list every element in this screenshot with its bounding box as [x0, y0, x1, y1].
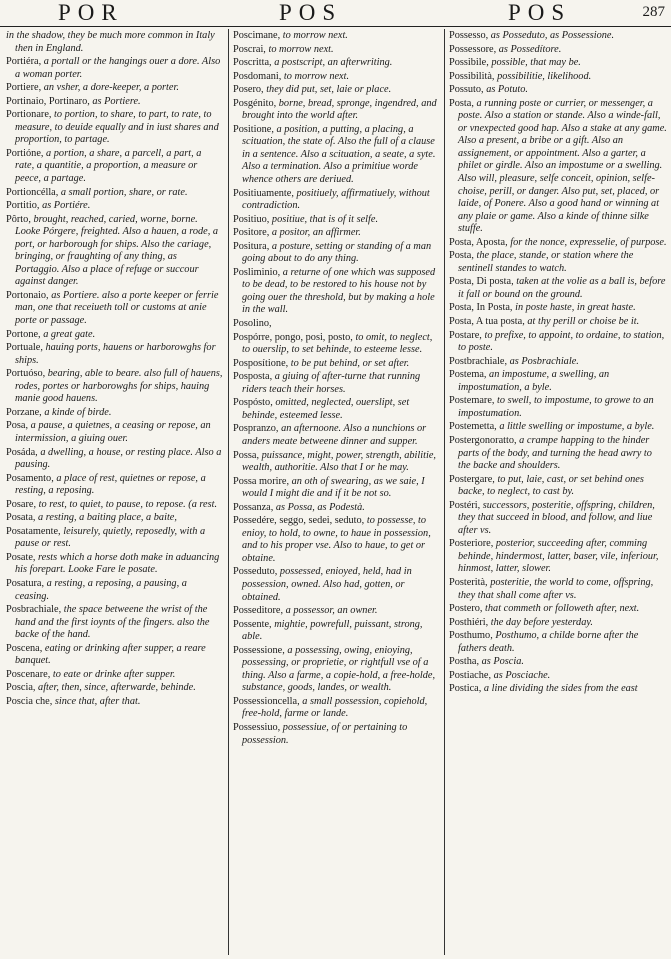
dictionary-entry	[449, 330, 667, 355]
entry-headword: Posáda,	[6, 446, 38, 458]
dictionary-entry	[233, 98, 440, 123]
entry-headword: Posposítione,	[233, 357, 289, 369]
entry-headword: Portiéra,	[6, 56, 42, 68]
entry-headword: Posta,	[449, 97, 474, 109]
dictionary-entry	[6, 109, 223, 147]
dictionary-entry	[449, 30, 667, 43]
entry-headword: Posthumo,	[449, 630, 493, 642]
entry-definition: a posture, setting or standing of a man going about to do any thing.	[242, 240, 432, 265]
entry-headword: Positiuamente,	[233, 187, 294, 199]
entry-definition: a portion, a share, a parcell, a part, a rate, a quantitie, a proportion, a measure or peece, a partage.	[15, 147, 202, 185]
entry-headword: Possessioncella,	[233, 695, 300, 707]
entry-headword: Possanza,	[233, 501, 274, 513]
entry-headword: Poscrai,	[233, 43, 266, 55]
dictionary-entry	[449, 630, 667, 655]
entry-definition: as Portiére.	[42, 200, 91, 212]
column-left	[6, 30, 223, 955]
entry-headword: Posta,	[449, 250, 474, 262]
entry-definition: the place, stande, or station where the sentinell standes to watch.	[458, 250, 634, 274]
dictionary-entry	[233, 71, 440, 84]
dictionary-entry	[449, 316, 667, 329]
dictionary-entry	[233, 722, 440, 747]
entry-definition: at thy perill or choise be it.	[527, 316, 640, 328]
entry-headword: Posatamente,	[6, 525, 61, 537]
entry-definition: the day before yesterday.	[490, 616, 593, 628]
entry-headword: Possibile,	[449, 57, 489, 69]
entry-definition: in the shadow, they be much more common in Italy then in England.	[6, 30, 215, 54]
dictionary-entry	[449, 435, 667, 473]
entry-headword: Portuóso,	[6, 368, 46, 380]
dictionary-entry	[6, 407, 223, 420]
dictionary-entry	[449, 57, 667, 70]
entry-definition: a resting, a reposing, a pausing, a ceasing.	[15, 577, 187, 602]
entry-definition: eating or drinking after supper, a reare banquet.	[15, 642, 206, 667]
entry-headword: Posate,	[6, 551, 36, 563]
entry-headword: Portitio,	[6, 200, 40, 212]
entry-headword: Positura,	[233, 240, 270, 252]
entry-headword: Posa,	[6, 420, 29, 432]
entry-definition: as Posbrachiale.	[509, 355, 579, 367]
entry-headword: Posero,	[233, 84, 264, 96]
dictionary-entry	[233, 332, 440, 357]
dictionary-entry	[449, 421, 667, 434]
entry-headword: Posata,	[6, 512, 36, 524]
entry-definition: a pause, a quietnes, a ceasing or repose, an intermission, a giuing ouer.	[15, 420, 211, 444]
dictionary-entry	[449, 98, 667, 236]
entry-definition: a crampe happing to the hinder parts of the body, and turning the head awry to the backe and shoulders.	[458, 434, 652, 472]
entry-definition: bearing, able to beare. also full of hauens, rodes, portes or harborowghs for ships, hauing manie good hauens.	[15, 368, 223, 405]
entry-headword: Postergonoratto,	[449, 434, 517, 446]
entry-definition: the space betweene the wrist of the hand and the first ioynts of the fingers. also the backe of the hand.	[15, 604, 210, 641]
entry-headword: Pospórre, pongo, posi, posto,	[233, 331, 353, 343]
entry-definition: as Potuto.	[486, 84, 528, 96]
dictionary-entry	[6, 643, 223, 668]
entry-headword: Portióne,	[6, 147, 44, 159]
dictionary-entry	[233, 450, 440, 475]
entry-definition: a kinde of birde.	[44, 406, 112, 418]
entry-headword: Posteriore,	[449, 538, 494, 550]
entry-definition: they did put, set, laie or place.	[266, 84, 392, 96]
dictionary-entry	[449, 356, 667, 369]
entry-definition: taken at the volie as a ball is, before it fall or bound on the ground.	[458, 276, 666, 300]
dictionary-entry	[6, 82, 223, 95]
column-rule	[444, 29, 445, 955]
header-center-word: POS	[279, 0, 343, 25]
dictionary-entry	[233, 696, 440, 721]
entry-headword: Posdomani,	[233, 70, 282, 82]
entry-headword: Pospósto,	[233, 397, 273, 409]
entry-headword: Portionare,	[6, 109, 52, 121]
entry-headword: Possa morire,	[233, 475, 290, 487]
entry-definition: to morrow next.	[268, 43, 334, 55]
dictionary-entry	[6, 368, 223, 406]
entry-headword: Pôrto,	[6, 213, 31, 225]
dictionary-entry	[449, 603, 667, 616]
dictionary-entry	[6, 512, 223, 525]
dictionary-entry	[233, 423, 440, 448]
entry-headword: Postéri,	[449, 499, 481, 511]
dictionary-entry	[449, 276, 667, 301]
dictionary-entry	[449, 577, 667, 602]
entry-definition: a returne of one which was supposed to be dead, to be restored to his house not by going ouer the threshold, but by making a hole in the wall.	[242, 266, 436, 316]
entry-headword: Positione,	[233, 123, 274, 135]
entry-definition: to omit, to neglect, to ouerslip, to set behinde, to esteeme lesse.	[242, 331, 433, 356]
entry-headword: Possesso,	[449, 30, 489, 41]
dictionary-entry	[6, 329, 223, 342]
entry-definition: as Portiere. also a porte keeper or ferrie man, one that receiueth toll or customs at anie porte or passage.	[15, 289, 219, 327]
entry-definition: as Possedítore.	[498, 43, 562, 55]
entry-headword: Possedére, seggo, sedei, seduto,	[233, 515, 365, 527]
dictionary-entry	[233, 267, 440, 317]
entry-headword: Postergare,	[449, 473, 495, 485]
entry-headword: Posgénito,	[233, 97, 277, 109]
entry-headword: Poscimane,	[233, 30, 281, 41]
entry-headword: Positore,	[233, 227, 270, 239]
dictionary-entry	[6, 696, 223, 709]
entry-definition: brought, reached, caried, worne, borne. Looke Pórgere, freighted. Also a hauen, a rode, a port, or harborough for ships. Also the cariage, bringing, or fraughting of any thing, as Portaggio. Also a place of refuge or succour against danger.	[15, 213, 219, 288]
entry-headword: Possibilità,	[449, 70, 495, 82]
entry-headword: Posta, A tua posta,	[449, 316, 525, 328]
entry-headword: Possessiuo,	[233, 721, 281, 733]
dictionary-entry	[449, 395, 667, 420]
entry-definition: leisurely, quietly, reposedly, with a pause or rest.	[15, 525, 206, 550]
entry-definition: a place of rest, quietnes or repose, a resting, a reposing.	[15, 472, 206, 497]
entry-headword: Posatura,	[6, 577, 45, 589]
entry-definition: to put, laie, cast, or set behind ones backe, to neglect, to cast by.	[458, 473, 644, 498]
entry-definition: a great gate.	[43, 328, 96, 340]
dictionary-entry	[233, 44, 440, 57]
entry-headword: Porzane,	[6, 406, 42, 418]
dictionary-entry	[233, 214, 440, 227]
dictionary-entry	[6, 669, 223, 682]
entry-headword: Posbrachiale,	[6, 604, 62, 616]
entry-headword: Posthiéri,	[449, 616, 489, 628]
entry-definition: borne, bread, spronge, ingendred, and brought into the world after.	[242, 97, 437, 122]
entry-headword: Postica,	[449, 683, 482, 695]
entry-headword: Postero,	[449, 603, 483, 615]
entry-headword: Posta, Di posta,	[449, 276, 514, 288]
entry-definition: a positor, an affirmer.	[271, 227, 361, 239]
entry-definition: an vsher, a dore-keeper, a porter.	[43, 82, 179, 94]
dictionary-entry	[449, 302, 667, 315]
dictionary-entry	[233, 227, 440, 240]
entry-headword: Positiuo,	[233, 213, 270, 225]
entry-definition: a running poste or currier, or messenger, a poste. Also a station or stande. Also a winde-fall, or vnexpected good hap. Also a stake at any game. Also a present, a bribe or a gift. Also an assignement, or appointment. Also a garter, a philet or girdle. Also an impostume or a swelling. Also will, pleasure, selfe conceit, opinion, selfe-choise, perill, or danger. Also put, set, placed, or laide, of Ponere. Also a good hand or winning at any plaie or game. Also a kinde of thinne silke stuffe.	[458, 97, 667, 235]
entry-definition: to portion, to share, to part, to rate, to measure, to deuide equally and in iust shares and proportion, to partage.	[15, 109, 219, 146]
entry-definition: a small portion, share, or rate.	[60, 186, 188, 198]
entry-definition: as Posseduto, as Possessione.	[490, 30, 615, 41]
entry-headword: Posta, Aposta,	[449, 236, 508, 248]
dictionary-entry	[6, 499, 223, 512]
dictionary-entry	[449, 538, 667, 576]
dictionary-entry	[233, 30, 440, 43]
entry-headword: Postemetta,	[449, 421, 497, 433]
entry-definition: to possesse, to enioy, to hold, to owne, to haue in possession, and to his proper vse. Also to haue, to get or obtaine.	[242, 515, 431, 564]
dictionary-entry	[233, 371, 440, 396]
entry-definition: to prefixe, to appoint, to ordaine, to station, to poste.	[458, 329, 665, 354]
entry-definition: possible, that may be.	[491, 57, 581, 69]
entry-definition: a possessor, an owner.	[285, 605, 378, 617]
dictionary-entry	[233, 124, 440, 187]
entry-definition: Posthumo, a childe borne after the fathers death.	[458, 630, 639, 654]
entry-headword: Portone,	[6, 328, 41, 340]
entry-headword: Posliminio,	[233, 266, 281, 278]
entry-definition: an afternoone. Also a nunchions or anders meate betweene dinner and supper.	[242, 423, 427, 447]
entry-definition: after, then, since, afterwarde, behinde.	[38, 682, 196, 694]
entry-headword: Posolino,	[233, 318, 272, 330]
entry-headword: Portonaio,	[6, 289, 49, 301]
entry-headword: Postiache,	[449, 669, 492, 681]
entry-headword: Posamento,	[6, 472, 54, 484]
dictionary-entry	[6, 473, 223, 498]
entry-headword: Posterità,	[449, 576, 488, 588]
dictionary-entry	[6, 290, 223, 328]
header-left-word: POR	[58, 0, 124, 25]
entry-headword: Posposta,	[233, 371, 273, 383]
entry-headword: Posta, In Posta,	[449, 302, 513, 314]
entry-headword: Postare,	[449, 329, 482, 341]
dictionary-entry	[449, 656, 667, 669]
entry-definition: puissance, might, power, strength, abilitie, wealth, authoritie. Also that I or he may.	[242, 449, 436, 474]
entry-definition: as Posciache.	[493, 669, 551, 681]
entry-headword: Postha,	[449, 656, 480, 668]
entry-definition: a dwelling, a house, or resting place. Also a pausing.	[15, 446, 222, 471]
entry-definition: hauing ports, hauens or harborowghs for ships.	[15, 342, 216, 366]
dictionary-entry	[449, 84, 667, 97]
column-rule	[228, 29, 229, 955]
entry-definition: as Portiere.	[92, 95, 141, 107]
dictionary-entry	[233, 358, 440, 371]
entry-definition: a postscript, an afterwriting.	[274, 57, 393, 69]
dictionary-entry	[449, 369, 667, 394]
dictionary-entry	[233, 188, 440, 213]
entry-definition: omitted, neglected, ouerslipt, set behinde, esteemed lesse.	[242, 397, 410, 421]
entry-definition: positiuely, affirmatiuely, without contradiction.	[242, 187, 430, 212]
entry-definition: to swell, to impostume, to growe to an impostumation.	[458, 395, 654, 419]
entry-headword: Poscia,	[6, 682, 36, 694]
entry-definition: posterior, succeeding after, comming behinde, hindermost, latter, baser, vile, inferiour, hinmost, latter, slower.	[458, 538, 659, 575]
column-right	[449, 30, 667, 955]
dictionary-entry	[6, 578, 223, 603]
entry-headword: Possessione,	[233, 644, 285, 656]
entry-definition: that commeth or followeth after, next.	[485, 603, 640, 615]
dictionary-entry	[6, 526, 223, 551]
entry-headword: Poscia che,	[6, 695, 53, 707]
entry-definition: to eate or drinke after supper.	[52, 668, 176, 680]
dictionary-entry	[6, 30, 223, 55]
entry-headword: Posseduto,	[233, 566, 278, 578]
dictionary-entry	[449, 71, 667, 84]
entry-headword: Portiere,	[6, 82, 42, 94]
entry-headword: Possa,	[233, 449, 260, 461]
dictionary-entry	[6, 56, 223, 81]
dictionary-entry	[233, 241, 440, 266]
dictionary-entry	[233, 397, 440, 422]
dictionary-entry	[233, 476, 440, 501]
entry-definition: a possessing, owing, enioying, possessing, or proprietie, or rightfull vse of a thing. Also a farme, a copie-hold, a free-holde, substance, goods, landes, or wealth.	[242, 644, 436, 694]
entry-definition: a line dividing the sides from the east	[483, 683, 638, 695]
dictionary-entry	[449, 670, 667, 683]
dictionary-entry	[233, 645, 440, 695]
dictionary-entry	[449, 683, 667, 696]
entry-definition: posteritie, the world to come, offspring, they that shall come after vs.	[458, 576, 654, 601]
entry-definition: successors, posteritie, offspring, children, they that succeed in blood, and follow, and liue after vs.	[458, 499, 655, 536]
entry-definition: since that, after that.	[54, 695, 141, 707]
entry-definition: possessed, enioyed, held, had in possession, owned. Also had, gotten, or obtained.	[242, 566, 412, 603]
dictionary-entry	[6, 200, 223, 213]
entry-definition: as Poscia.	[481, 656, 524, 668]
entry-headword: Poscenare,	[6, 668, 51, 680]
page-number: 287	[642, 4, 665, 20]
entry-definition: an impostume, a swelling, an impostumation, a byle.	[458, 369, 610, 393]
dictionary-entry	[233, 84, 440, 97]
entry-definition: a position, a putting, a placing, a scituation, the state of. Also the full of a clause in a sentence. Also a scituation, a seate, a syte. Also a termination. Also a primitiue worde whence others are deriued.	[242, 123, 436, 186]
dictionary-entry	[6, 214, 223, 289]
dictionary-entry	[6, 187, 223, 200]
entry-definition: for the nonce, expresselie, of purpose.	[510, 236, 667, 248]
dictionary-entry	[233, 515, 440, 565]
entry-headword: Postema,	[449, 369, 487, 381]
entry-definition: as Possa, as Podestà.	[275, 501, 365, 513]
running-header	[0, 0, 671, 27]
entry-definition: an oth of swearing, as we saie, I would I might die and if it be not so.	[242, 475, 425, 500]
dictionary-entry	[449, 237, 667, 250]
dictionary-entry	[233, 57, 440, 70]
entry-definition: mightie, powrefull, puissant, strong, able.	[242, 618, 423, 643]
dictionary-entry	[233, 605, 440, 618]
dictionary-entry	[6, 96, 223, 109]
entry-headword: Possessore,	[449, 43, 497, 55]
dictionary-entry	[6, 552, 223, 577]
entry-headword: Portioncélla,	[6, 186, 59, 198]
dictionary-entry	[233, 566, 440, 604]
entry-headword: Portinaio, Portinaro,	[6, 95, 90, 107]
entry-definition: a resting, a baiting place, a baite,	[38, 512, 177, 524]
entry-definition: a little swelling or impostume, a byle.	[499, 421, 655, 433]
entry-definition: a small possession, copiehold, free-hold, farme or lande.	[242, 695, 428, 720]
entry-headword: Portuale,	[6, 342, 43, 354]
entry-headword: Poscena,	[6, 642, 43, 654]
entry-definition: possessiue, of or pertaining to possession.	[242, 721, 408, 746]
dictionary-entry	[233, 318, 440, 331]
entry-headword: Postbrachiale,	[449, 355, 508, 367]
dictionary-entry	[449, 474, 667, 499]
entry-headword: Postemare,	[449, 395, 495, 407]
dictionary-entry	[233, 502, 440, 515]
dictionary-entry	[449, 250, 667, 275]
dictionary-entry	[449, 617, 667, 630]
entry-headword: Possente,	[233, 618, 272, 630]
header-right-word: POS	[508, 0, 572, 25]
entry-definition: in poste haste, in great haste.	[515, 302, 636, 314]
entry-headword: Posare,	[6, 498, 37, 510]
dictionary-entry	[449, 500, 667, 538]
dictionary-entry	[233, 619, 440, 644]
entry-definition: rests which a horse doth make in aduancing his forepart. Looke Fare le posate.	[15, 551, 220, 576]
dictionary-entry	[6, 420, 223, 445]
entry-headword: Pospranzo,	[233, 423, 279, 435]
entry-definition: to morrow next.	[282, 30, 348, 41]
dictionary-entry	[6, 342, 223, 367]
entry-definition: possibilitie, likelihood.	[497, 70, 592, 82]
entry-definition: to be put behind, or set after.	[290, 357, 410, 369]
dictionary-entry	[6, 148, 223, 186]
entry-definition: to rest, to quiet, to pause, to repose. (a rest.	[38, 498, 218, 510]
entry-definition: positiue, that is of it selfe.	[271, 213, 379, 225]
entry-headword: Poscritta,	[233, 57, 272, 69]
entry-definition: to morrow next.	[283, 70, 350, 82]
entry-definition: a giuing of after-turne that running riders teach their horses.	[242, 371, 421, 395]
entry-headword: Possuto,	[449, 84, 484, 96]
entry-definition: a portall or the hangings ouer a dore. Also a woman porter.	[15, 56, 221, 80]
dictionary-entry	[6, 447, 223, 472]
dictionary-entry	[449, 44, 667, 57]
dictionary-entry	[6, 604, 223, 642]
column-middle	[233, 30, 440, 955]
dictionary-entry	[6, 682, 223, 695]
entry-headword: Posseditore,	[233, 605, 284, 617]
